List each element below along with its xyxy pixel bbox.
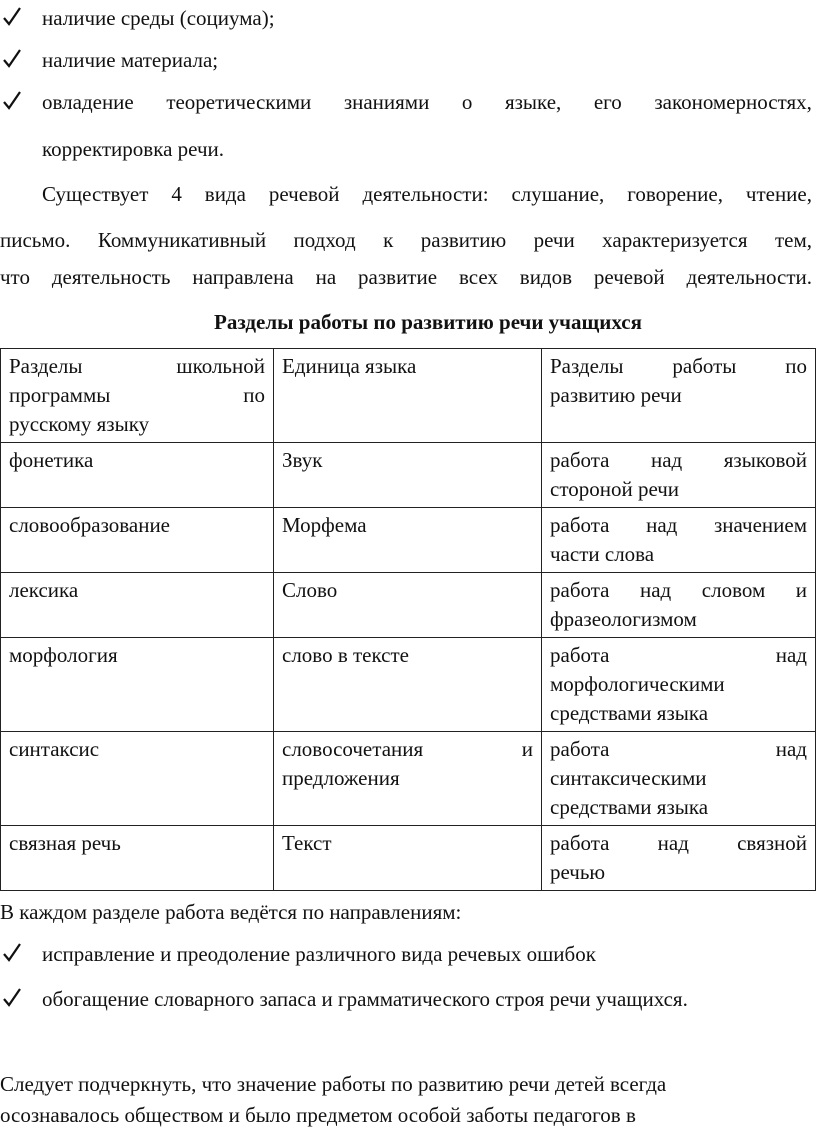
paragraph-line: осознавалось обществом и было предметом особой заботы педагогов в: [0, 1103, 636, 1127]
checkmark-icon: [2, 4, 24, 30]
paragraph-line: письмо. Коммуникативный подход к развитию речи характеризуется тем,: [0, 228, 812, 252]
table-row: связная речь Текст работа над связной речью: [1, 826, 816, 891]
header-cell-unit: Единица языка: [274, 349, 542, 443]
paragraph-line: Следует подчеркнуть, что значение работы по развитию речи детей всегда: [0, 1072, 667, 1096]
table-row: синтаксис словосочетания и предложения работа над синтаксическими средствами языка: [1, 732, 816, 826]
table-header-row: [1, 349, 816, 443]
table-title: Разделы работы по развитию речи учащихся: [214, 310, 642, 334]
checkmark-icon: [2, 985, 24, 1011]
header-cell-sections: Разделы школьной программы по русскому языку: [1, 349, 274, 443]
checkmark-icon: [2, 940, 24, 966]
table-row: лексика Слово работа над словом и фразеологизмом: [1, 573, 816, 638]
paragraph-line: что деятельность направлена на развитие всех видов речевой деятельности.: [0, 265, 812, 289]
document-page: наличие среды (социума); наличие материала; овладение теоретическими знаниями о языке, его закономерностях, корректировка речи. Существует 4 вида речевой деятельности: слушание, говорение, чтение, письмо. Коммуникативный подход к развитию речи характеризуется тем, что деятельность направлена на развитие всех видов речевой деятельности. Разделы работы по развитию речи учащихся Разделы школьной программы по русскому языку Единица языка Разделы работы по развитию речи фонетика Звук работа над языковой стороной речи словообразование Морфема работа над значением части слова лексика Слово работа над словом и фразеологизмом морфология слово в тексте работа над морфологическими средствами языка синтаксис словосочетания и предложения работа над синтаксическими средствами языка связная речь Текст работа над связной речью В каждом разделе работа ведётся по направлениям: исправление и преодоление различного вида речевых ошибок обогащение словарного запаса и грамматического строя речи учащихся. Следует подчеркнуть, что значение работы по развитию речи детей всегда осознавалось обществом и было предметом особой заботы педагогов в: [0, 0, 816, 1130]
paragraph-line: Существует 4 вида речевой деятельности: слушание, говорение, чтение,: [42, 182, 812, 206]
table-row: словообразование Морфема работа над значением части слова: [1, 508, 816, 573]
directions-intro: В каждом разделе работа ведётся по направлениям:: [0, 900, 462, 924]
checkmark-icon: [2, 88, 24, 114]
checkmark-icon: [2, 46, 24, 72]
table-row: морфология слово в тексте работа над морфологическими средствами языка: [1, 638, 816, 732]
list-item-line: овладение теоретическими знаниями о языке, его закономерностях,: [42, 90, 812, 114]
sections-table: [0, 348, 816, 891]
header-cell-work: Разделы работы по развитию речи: [542, 349, 816, 443]
table-row: фонетика Звук работа над языковой стороной речи: [1, 443, 816, 508]
